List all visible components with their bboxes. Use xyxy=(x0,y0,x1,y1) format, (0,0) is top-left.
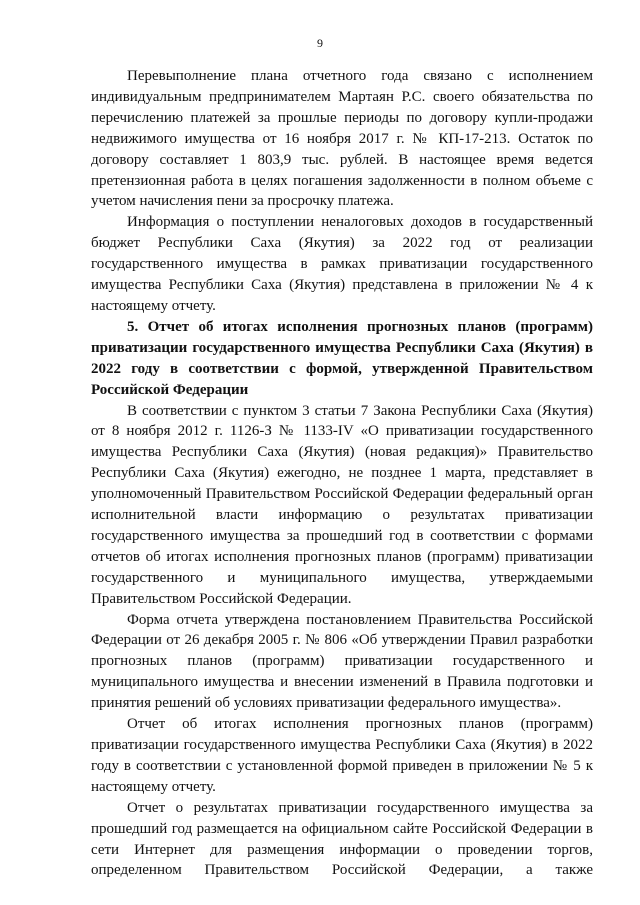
paragraph-law-reference: В соответствии с пунктом 3 статьи 7 Закона Республики Саха (Якутия) от 8 ноября 2012 г. 1126-З № 1133-IV «О приватизации государственного имущества Республики Саха (Якутия) (новая редакция)» Правительство Республики Саха (Якутия) ежегодно, не позднее 1 марта, представляет в уполномоченный Правительством Российской Федерации федеральный орган исполнительной власти информацию о результатах приватизации государственного имущества за прошедший год в соответствии с формами отчетов об итогах исполнения прогнозных планов (программ) приватизации государственного и муниципального имущества, утверждаемыми Правительством Российской Федерации. xyxy=(91,402,593,607)
paragraph-publication: Отчет о результатах приватизации государственного имущества за прошедший год размещается на официальном сайте Российской Федерации в сети Интернет для размещения информации о проведении торгов, определенном Правительством Российской Федерации, а также xyxy=(91,799,593,879)
paragraph-overfulfillment: Перевыполнение плана отчетного года связано с исполнением индивидуальным предпринимателем Мартаян Р.С. своего обязательства по перечислению платежей за прошлые периоды по договору купли-продажи недвижимого имущества от 16 ноября 2017 г. № КП-17-213. Остаток по договору составляет 1 803,9 тыс. рублей. В настоящее время ведется претензионная работа в целях погашения задолженности в полном объеме с учетом начисления пени за просрочку платежа. xyxy=(91,68,593,210)
paragraph-nontax-revenue: Информация о поступлении неналоговых доходов в государственный бюджет Республики Саха (Якутия) за 2022 год от реализации государственного имущества в рамках приватизации государственного имущества Республики Саха (Якутия) представлена в приложении № 4 к настоящему отчету. xyxy=(91,214,593,314)
paragraph-report-form: Форма отчета утверждена постановлением Правительства Российской Федерации от 26 декабря 2005 г. № 806 «Об утверждении Правил разработки прогнозных планов (программ) приватизации государственного и муниципального имущества и внесении изменений в Правила подготовки и принятия решений об условиях приватизации федерального имущества». xyxy=(91,611,593,712)
section-heading: 5. Отчет об итогах исполнения прогнозных планов (программ) приватизации государственного имущества Республики Саха (Якутия) в 2022 году в соответствии с формой, утвержденной Правительством Российской Федерации xyxy=(91,318,593,398)
page-number: 9 xyxy=(317,36,323,50)
paragraph-report-appendix: Отчет об итогах исполнения прогнозных планов (программ) приватизации государственного имущества Республики Саха (Якутия) в 2022 году в соответствии с установленной формой приведен в приложении № 5 к настоящему отчету. xyxy=(91,716,593,795)
document-body xyxy=(91,66,593,881)
